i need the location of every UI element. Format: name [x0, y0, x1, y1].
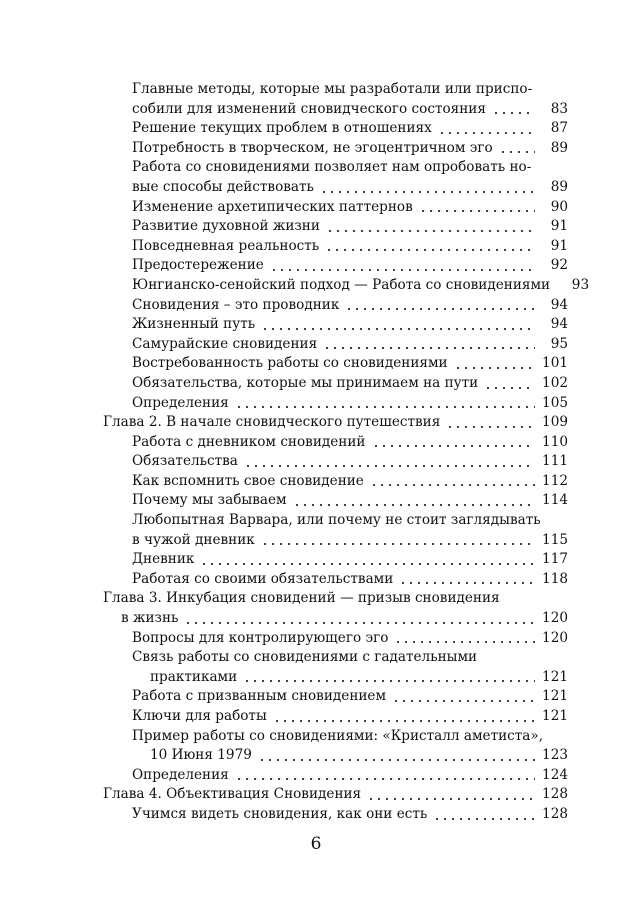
- toc-entry: [103, 472, 568, 492]
- toc-chapter-title: в жизнь: [121, 610, 179, 627]
- dot-leader: [326, 230, 535, 232]
- toc-entry-title: Дневник: [132, 551, 195, 568]
- toc-entry: [103, 570, 568, 590]
- toc-entry-title: Определения: [132, 394, 229, 411]
- toc-chapter-title: Глава 4. Объективация Сновидения: [103, 786, 362, 803]
- page-number: 6: [310, 834, 322, 854]
- dot-leader: [345, 308, 535, 310]
- toc-entry-title: Обязательства: [132, 453, 238, 470]
- toc-entry-line: Связь работы со сновидениями с гадательными: [132, 649, 478, 666]
- toc-entry-title: Работая со своими обязательствами: [132, 570, 394, 587]
- toc-entry: [103, 335, 568, 355]
- toc-page-number: 123: [542, 747, 568, 764]
- table-of-contents: [103, 80, 590, 825]
- toc-page-number: 128: [542, 805, 568, 822]
- dot-leader: [419, 210, 535, 212]
- toc-page-number: 90: [550, 198, 568, 215]
- dot-leader: [433, 818, 535, 820]
- toc-entry: [103, 531, 568, 551]
- dot-leader: [273, 720, 535, 722]
- toc-entry-title: Востребованность работы со сновидениями: [132, 355, 448, 372]
- toc-entry-title: Определения: [132, 766, 229, 783]
- dot-leader: [454, 367, 535, 369]
- toc-entry-title: Предостережение: [132, 257, 264, 274]
- toc-chapter: [103, 413, 568, 433]
- toc-page-number: 111: [542, 453, 568, 470]
- dot-leader: [244, 465, 535, 467]
- toc-entry: [103, 237, 568, 257]
- dot-leader: [200, 563, 535, 565]
- dot-leader: [499, 151, 535, 153]
- toc-page-number: 105: [542, 394, 568, 411]
- dot-leader: [438, 132, 535, 134]
- toc-entry: [103, 707, 568, 727]
- dot-leader: [261, 543, 535, 545]
- dot-leader: [394, 641, 535, 643]
- toc-page-number: 95: [550, 335, 568, 352]
- toc-entry-title: Потребность в творческом, не эгоцентричном эго: [132, 139, 493, 156]
- dot-leader: [320, 191, 535, 193]
- dot-leader: [323, 347, 535, 349]
- toc-page-number: 120: [542, 629, 568, 646]
- dot-leader: [484, 387, 535, 389]
- toc-entry-title: Работа с дневником сновидений: [132, 433, 366, 450]
- toc-entry-title: Развитие духовной жизни: [132, 218, 320, 235]
- toc-entry: [103, 452, 568, 472]
- toc-entry-title: Самурайские сновидения: [132, 335, 318, 352]
- toc-entry: [103, 198, 568, 218]
- toc-entry: [103, 766, 568, 786]
- toc-entry-title: вые способы действовать: [132, 178, 314, 195]
- toc-entry-title: собили для изменений сновидческого состояния: [132, 100, 486, 117]
- toc-page-number: 124: [542, 766, 568, 783]
- toc-entry: [103, 178, 568, 198]
- toc-page-number: 83: [550, 100, 568, 117]
- dot-leader: [367, 798, 535, 800]
- dot-leader: [261, 328, 535, 330]
- toc-page-number: 92: [550, 257, 568, 274]
- toc-page-number: 128: [542, 786, 568, 803]
- toc-entry-line: Пример работы со сновидениями: «Кристалл аметиста»,: [132, 727, 544, 744]
- toc-entry: [103, 629, 568, 649]
- toc-page-number: 89: [550, 178, 568, 195]
- toc-page-number: 118: [542, 570, 568, 587]
- toc-page-number: 91: [550, 237, 568, 254]
- toc-entry: [103, 139, 568, 159]
- toc-chapter-title: Глава 2. В начале сновидческого путешествия: [103, 414, 441, 431]
- toc-page-number: 109: [542, 414, 568, 431]
- toc-entry-line: Любопытная Варвара, или почему не стоит заглядывать: [132, 512, 541, 529]
- toc-entry: [103, 687, 568, 707]
- dot-leader: [492, 112, 535, 114]
- toc-page-number: 93: [571, 276, 590, 293]
- dot-leader: [270, 269, 535, 271]
- toc-entry: [103, 491, 568, 511]
- toc-entry: [103, 276, 590, 296]
- dot-leader: [235, 406, 535, 408]
- toc-entry-title: Вопросы для контролирующего эго: [132, 629, 389, 646]
- toc-entry: [103, 394, 568, 414]
- toc-chapter: [103, 785, 568, 805]
- toc-entry-title: Учимся видеть сновидения, как они есть: [132, 805, 428, 822]
- dot-leader: [258, 759, 535, 761]
- toc-entry: [103, 100, 568, 120]
- toc-page-number: 94: [550, 296, 568, 313]
- toc-entry-title: 10 Июня 1979: [150, 747, 252, 764]
- toc-page-number: 121: [542, 668, 568, 685]
- toc-chapter: [103, 609, 568, 629]
- toc-entry-line: Работа со сновидениями позволяет нам опробовать но-: [132, 159, 532, 176]
- dot-leader: [446, 426, 535, 428]
- toc-page-number: 114: [542, 492, 568, 509]
- dot-leader: [392, 700, 535, 702]
- toc-entry-title: практиками: [150, 668, 238, 685]
- toc-entry: [103, 217, 568, 237]
- toc-page-number: 91: [550, 218, 568, 235]
- toc-entry-title: Жизненный путь: [132, 316, 256, 333]
- dot-leader: [372, 445, 536, 447]
- toc-entry-title: Ключи для работы: [132, 708, 267, 724]
- toc-entry-title: Работа с призванным сновидением: [132, 688, 387, 705]
- toc-page-number: 102: [542, 374, 568, 391]
- toc-page-number: 87: [550, 120, 568, 137]
- toc-entry-line: Главные методы, которые мы разработали или приспо-: [132, 81, 533, 97]
- toc-page-number: 94: [550, 316, 568, 333]
- dot-leader: [184, 622, 535, 624]
- toc-page-number: 89: [550, 139, 568, 156]
- toc-entry-title: Повседневная реальность: [132, 237, 320, 254]
- toc-entry-title: Почему мы забываем: [132, 492, 287, 509]
- toc-entry: [103, 668, 568, 688]
- toc-entry: [103, 433, 568, 453]
- toc-entry: [103, 805, 568, 825]
- toc-entry-title: Сновидения – это проводник: [132, 296, 340, 313]
- toc-entry: [103, 354, 568, 374]
- dot-leader: [399, 582, 535, 584]
- toc-entry: [103, 315, 568, 335]
- toc-page-number: 120: [542, 610, 568, 627]
- toc-page-number: 117: [542, 551, 568, 568]
- toc-entry: [103, 746, 568, 766]
- toc-page-number: 101: [542, 355, 568, 372]
- toc-entry: [103, 256, 568, 276]
- toc-page-number: 121: [542, 688, 568, 705]
- toc-chapter-line: Глава 3. Инкубация сновидений — призыв сновидения: [103, 590, 500, 607]
- toc-entry-title: Решение текущих проблем в отношениях: [132, 120, 432, 137]
- toc-entry: [103, 296, 568, 316]
- toc-entry-title: Обязательства, которые мы принимаем на пути: [132, 374, 479, 391]
- dot-leader: [370, 484, 535, 486]
- dot-leader: [325, 249, 535, 251]
- dot-leader: [243, 680, 535, 682]
- toc-entry-title: Юнгианско-сенойский подход — Работа со сновидениями: [132, 276, 551, 293]
- toc-entry-title: Изменение архетипических паттернов: [132, 198, 413, 215]
- toc-page-number: 121: [542, 708, 568, 724]
- toc-entry: [103, 119, 568, 139]
- toc-page-number: 112: [542, 472, 568, 489]
- toc-page-number: 110: [542, 433, 568, 450]
- dot-leader: [235, 778, 535, 780]
- dot-leader: [293, 504, 535, 506]
- toc-entry: [103, 550, 568, 570]
- toc-entry-title: в чужой дневник: [132, 531, 255, 548]
- toc-page-number: 115: [542, 531, 568, 548]
- toc-entry: [103, 374, 568, 394]
- toc-entry-title: Как вспомнить свое сновидение: [132, 472, 364, 489]
